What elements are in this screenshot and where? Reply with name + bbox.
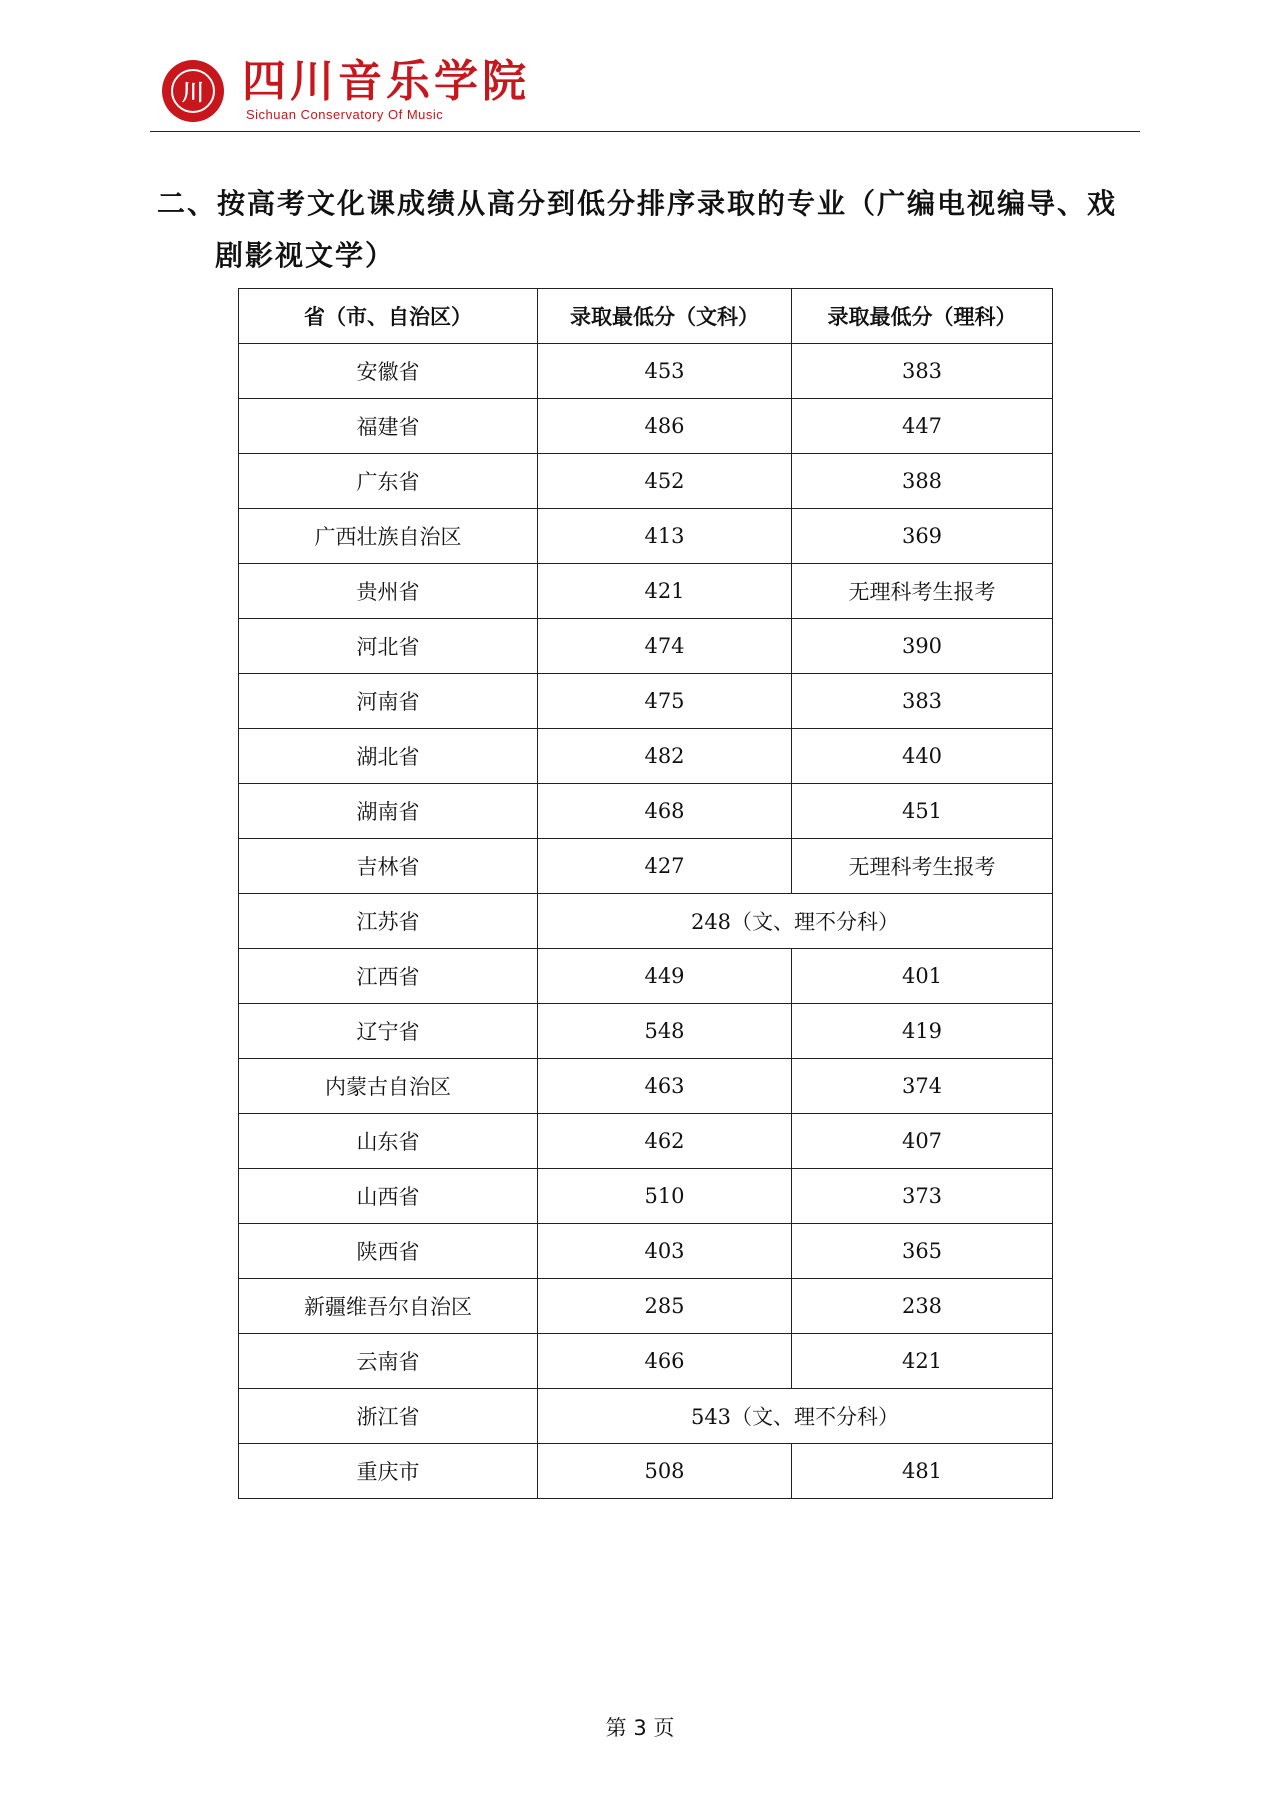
table-body — [239, 344, 1053, 1499]
science-score-cell: 419 — [792, 1004, 1053, 1059]
arts-score-cell: 421 — [538, 564, 792, 619]
science-score-cell: 447 — [792, 399, 1053, 454]
arts-score-cell: 403 — [538, 1224, 792, 1279]
province-cell: 陕西省 — [239, 1224, 538, 1279]
science-score-cell: 无理科考生报考 — [792, 564, 1053, 619]
science-score-cell: 481 — [792, 1444, 1053, 1499]
science-score-cell: 401 — [792, 949, 1053, 1004]
science-score-cell: 421 — [792, 1334, 1053, 1389]
table-row — [239, 949, 1053, 1004]
table-row — [239, 619, 1053, 674]
province-cell: 云南省 — [239, 1334, 538, 1389]
arts-score-cell: 413 — [538, 509, 792, 564]
province-cell: 山西省 — [239, 1169, 538, 1224]
province-cell: 江苏省 — [239, 894, 538, 949]
arts-score-cell: 452 — [538, 454, 792, 509]
province-cell: 河北省 — [239, 619, 538, 674]
school-seal-icon — [162, 60, 224, 122]
arts-score-cell: 486 — [538, 399, 792, 454]
combined-score-cell: 248（文、理不分科） — [538, 894, 1053, 949]
province-cell: 贵州省 — [239, 564, 538, 619]
header-arts-min-score: 录取最低分（文科） — [538, 289, 792, 344]
table-row — [239, 1334, 1053, 1389]
header-science-min-score: 录取最低分（理科） — [792, 289, 1053, 344]
province-cell: 江西省 — [239, 949, 538, 1004]
province-cell: 山东省 — [239, 1114, 538, 1169]
province-cell: 辽宁省 — [239, 1004, 538, 1059]
arts-score-cell: 466 — [538, 1334, 792, 1389]
section-title-line1: 二、按高考文化课成绩从高分到低分排序录取的专业（广编电视编导、戏 — [157, 187, 1118, 220]
table-row — [239, 1224, 1053, 1279]
province-cell: 安徽省 — [239, 344, 538, 399]
science-score-cell: 390 — [792, 619, 1053, 674]
science-score-cell: 388 — [792, 454, 1053, 509]
science-score-cell: 365 — [792, 1224, 1053, 1279]
science-score-cell: 238 — [792, 1279, 1053, 1334]
province-cell: 重庆市 — [239, 1444, 538, 1499]
header-province: 省（市、自治区） — [239, 289, 538, 344]
arts-score-cell: 462 — [538, 1114, 792, 1169]
header-divider — [150, 131, 1140, 132]
science-score-cell: 407 — [792, 1114, 1053, 1169]
science-score-cell: 374 — [792, 1059, 1053, 1114]
province-cell: 内蒙古自治区 — [239, 1059, 538, 1114]
province-cell: 湖北省 — [239, 729, 538, 784]
science-score-cell: 383 — [792, 344, 1053, 399]
table-row — [239, 454, 1053, 509]
science-score-cell: 440 — [792, 729, 1053, 784]
province-cell: 新疆维吾尔自治区 — [239, 1279, 538, 1334]
page-number: 第 3 页 — [605, 1716, 675, 1740]
table-header-row — [239, 289, 1053, 344]
science-score-cell: 369 — [792, 509, 1053, 564]
table-row — [239, 894, 1053, 949]
table-row — [239, 784, 1053, 839]
province-cell: 吉林省 — [239, 839, 538, 894]
science-score-cell: 373 — [792, 1169, 1053, 1224]
table-row — [239, 399, 1053, 454]
arts-score-cell: 285 — [538, 1279, 792, 1334]
arts-score-cell: 463 — [538, 1059, 792, 1114]
table-row — [239, 344, 1053, 399]
combined-score-cell: 543（文、理不分科） — [538, 1389, 1053, 1444]
province-cell: 广东省 — [239, 454, 538, 509]
table-row — [239, 1444, 1053, 1499]
document-header — [150, 55, 1140, 133]
table-row — [239, 509, 1053, 564]
table-row — [239, 1059, 1053, 1114]
table-row — [239, 674, 1053, 729]
table-row — [239, 839, 1053, 894]
section-title-line2: 剧影视文学） — [215, 239, 396, 272]
province-cell: 福建省 — [239, 399, 538, 454]
table-row — [239, 1004, 1053, 1059]
table-row — [239, 1389, 1053, 1444]
school-name-en: Sichuan Conservatory Of Music — [246, 107, 444, 122]
section-title — [157, 178, 1137, 282]
arts-score-cell: 475 — [538, 674, 792, 729]
seal-glyph: 川 — [171, 69, 215, 113]
science-score-cell: 383 — [792, 674, 1053, 729]
arts-score-cell: 468 — [538, 784, 792, 839]
science-score-cell: 451 — [792, 784, 1053, 839]
province-cell: 河南省 — [239, 674, 538, 729]
table-row — [239, 1114, 1053, 1169]
province-cell: 广西壮族自治区 — [239, 509, 538, 564]
arts-score-cell: 453 — [538, 344, 792, 399]
table-row — [239, 564, 1053, 619]
science-score-cell: 无理科考生报考 — [792, 839, 1053, 894]
province-cell: 浙江省 — [239, 1389, 538, 1444]
arts-score-cell: 548 — [538, 1004, 792, 1059]
arts-score-cell: 508 — [538, 1444, 792, 1499]
arts-score-cell: 449 — [538, 949, 792, 1004]
admission-score-table — [238, 288, 1053, 1499]
table-row — [239, 729, 1053, 784]
arts-score-cell: 482 — [538, 729, 792, 784]
table-row — [239, 1169, 1053, 1224]
arts-score-cell: 510 — [538, 1169, 792, 1224]
province-cell: 湖南省 — [239, 784, 538, 839]
arts-score-cell: 474 — [538, 619, 792, 674]
arts-score-cell: 427 — [538, 839, 792, 894]
school-name-cn: 四川音乐学院 — [242, 56, 530, 107]
table-row — [239, 1279, 1053, 1334]
